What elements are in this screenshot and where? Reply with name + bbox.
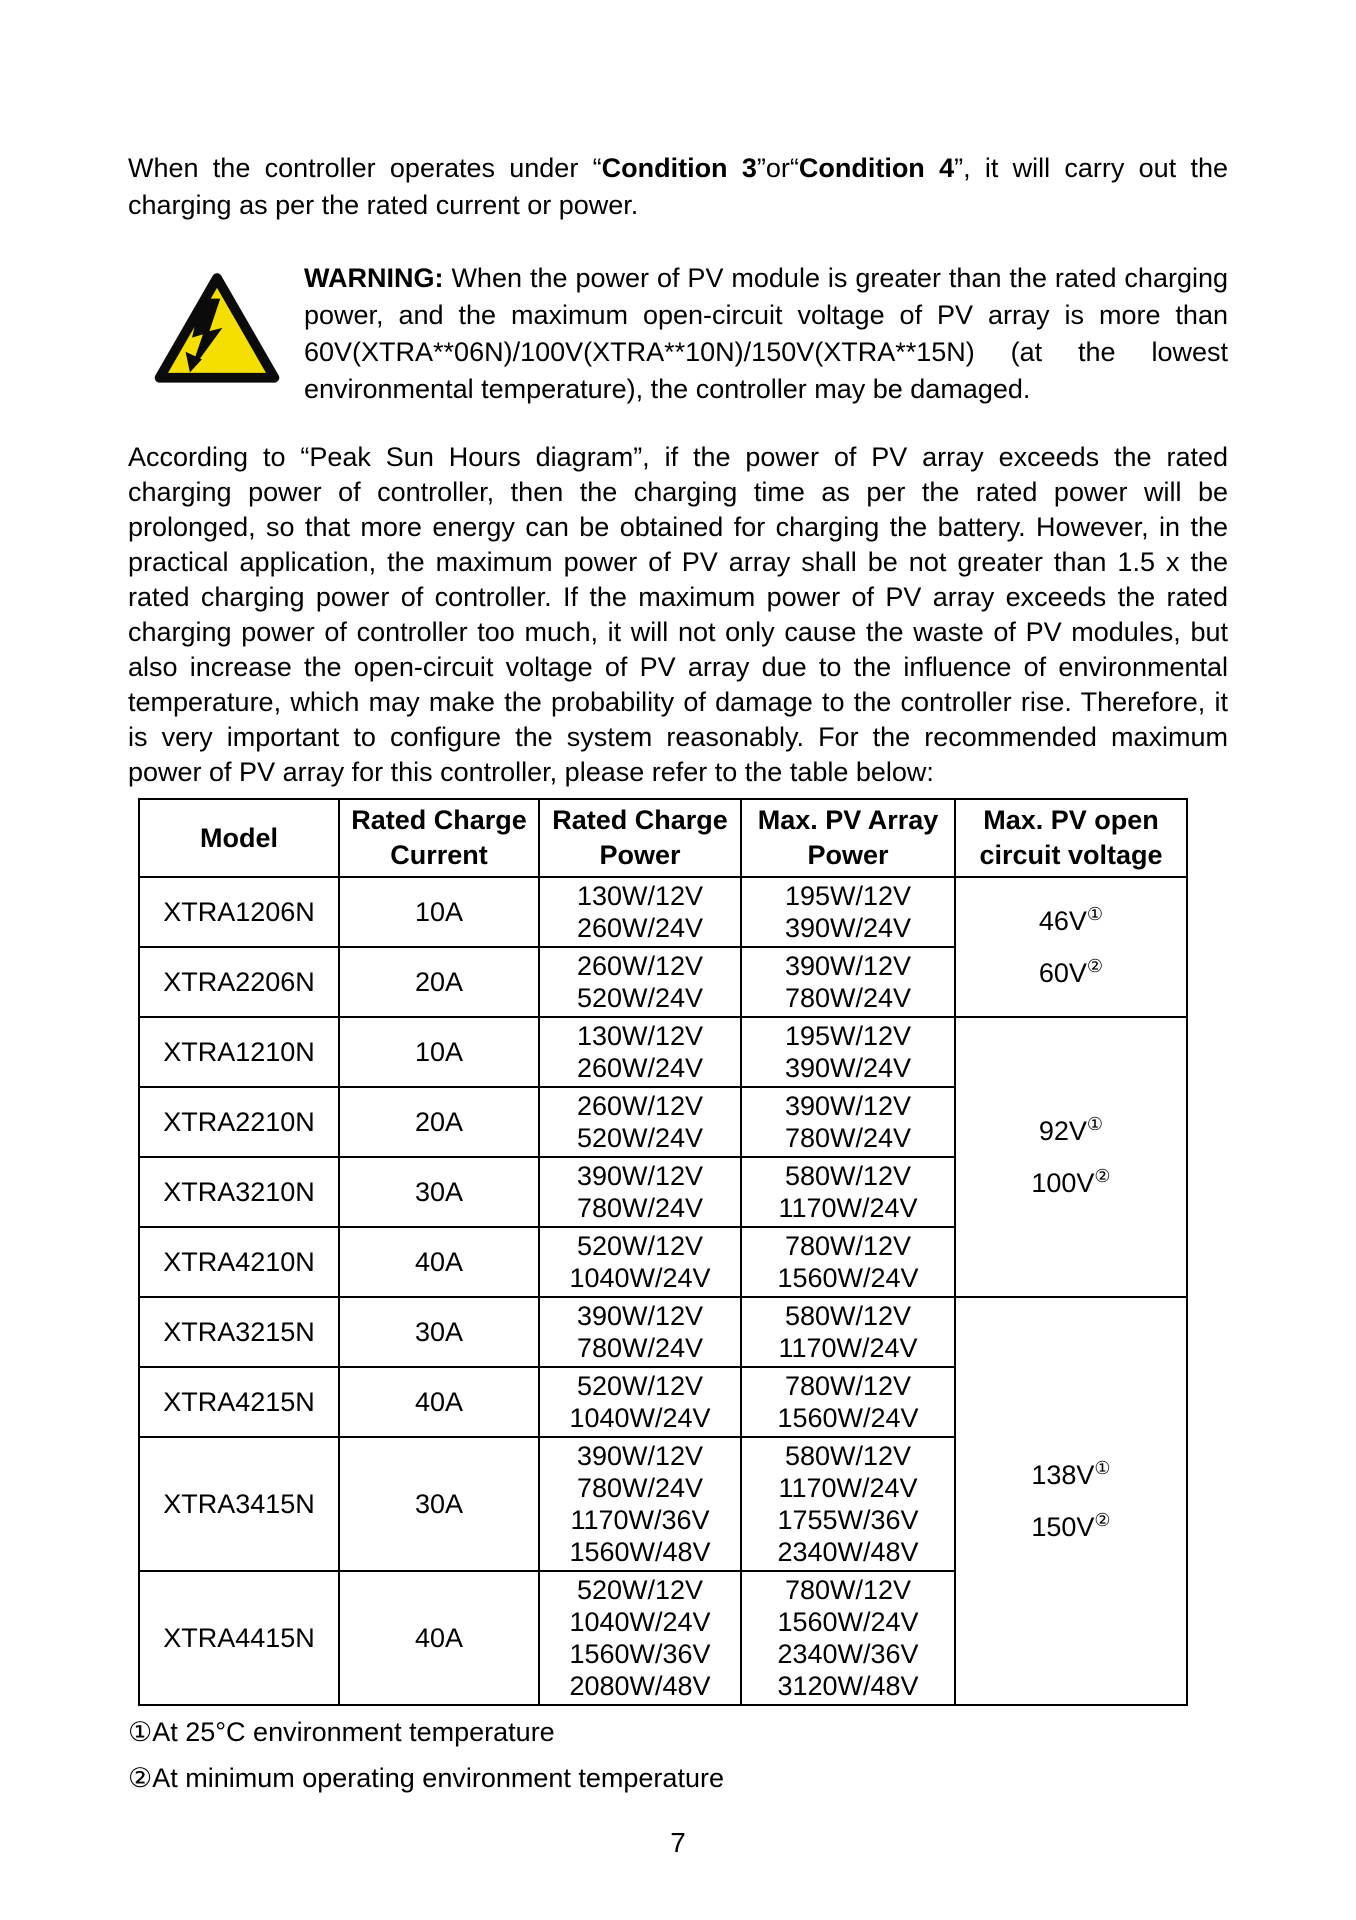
power-line: 1040W/24V bbox=[569, 1607, 711, 1637]
power-line: 1560W/24V bbox=[777, 1403, 919, 1433]
power-line: 2340W/48V bbox=[777, 1537, 919, 1567]
power-line: 1040W/24V bbox=[569, 1263, 711, 1293]
current-cell: 10A bbox=[339, 1017, 539, 1087]
power-line: 520W/24V bbox=[576, 983, 704, 1013]
pv-array-spec-table bbox=[138, 798, 1188, 1706]
power-line: 130W/12V bbox=[576, 881, 704, 911]
voltage-line: 60V② bbox=[1038, 956, 1104, 988]
voltage-line: 100V② bbox=[1031, 1166, 1111, 1198]
power-line: 390W/12V bbox=[576, 1161, 704, 1191]
current-cell: 40A bbox=[339, 1227, 539, 1297]
charge-power-cell bbox=[539, 877, 741, 947]
header-rated-charge-current: Rated Charge Current bbox=[339, 799, 539, 877]
power-line: 520W/12V bbox=[576, 1371, 704, 1401]
condition3-bold: Condition 3 bbox=[601, 153, 757, 183]
power-line: 780W/24V bbox=[576, 1473, 704, 1503]
footnote-ref-2: ② bbox=[1094, 1166, 1111, 1186]
power-line: 780W/12V bbox=[784, 1371, 912, 1401]
open-circuit-voltage-cell bbox=[955, 1017, 1187, 1297]
power-line: 2080W/48V bbox=[569, 1671, 711, 1701]
power-line: 390W/12V bbox=[576, 1301, 704, 1331]
footnote-ref-1: ① bbox=[1094, 1458, 1111, 1478]
current-cell: 40A bbox=[339, 1571, 539, 1705]
charge-power-cell bbox=[539, 1017, 741, 1087]
header-max-pv-array-power: Max. PV Array Power bbox=[741, 799, 955, 877]
power-line: 1560W/24V bbox=[777, 1263, 919, 1293]
power-line: 390W/12V bbox=[784, 1091, 912, 1121]
power-line: 1560W/36V bbox=[569, 1639, 711, 1669]
warning-label: WARNING: bbox=[304, 263, 444, 293]
power-line: 260W/24V bbox=[576, 913, 704, 943]
power-line: 780W/24V bbox=[576, 1193, 704, 1223]
charge-power-cell bbox=[539, 1087, 741, 1157]
power-line: 260W/12V bbox=[576, 1091, 704, 1121]
condition4-bold: Condition 4 bbox=[798, 153, 955, 183]
charge-power-cell bbox=[539, 1367, 741, 1437]
charge-power-cell bbox=[539, 1227, 741, 1297]
intro-text: ”, it will carry out the charging as per the rated current or power. bbox=[128, 153, 1228, 220]
footnote-ref-1: ① bbox=[1086, 904, 1104, 924]
max-pv-power-cell bbox=[741, 1017, 955, 1087]
power-line: 520W/12V bbox=[576, 1231, 704, 1261]
charge-power-cell bbox=[539, 1157, 741, 1227]
max-pv-power-cell bbox=[741, 1571, 955, 1705]
max-pv-power-cell bbox=[741, 1157, 955, 1227]
power-line: 1170W/24V bbox=[778, 1473, 918, 1503]
current-cell: 30A bbox=[339, 1157, 539, 1227]
max-pv-power-cell bbox=[741, 1367, 955, 1437]
header-max-pv-open-circuit-voltage: Max. PV open circuit voltage bbox=[955, 799, 1187, 877]
current-cell: 10A bbox=[339, 877, 539, 947]
max-pv-power-cell bbox=[741, 1297, 955, 1367]
model-cell: XTRA3415N bbox=[139, 1437, 339, 1571]
open-circuit-voltage-cell bbox=[955, 1297, 1187, 1705]
power-line: 1170W/24V bbox=[778, 1333, 918, 1363]
high-voltage-warning-icon bbox=[152, 270, 282, 388]
charge-power-cell bbox=[539, 1571, 741, 1705]
model-cell: XTRA4215N bbox=[139, 1367, 339, 1437]
current-cell: 20A bbox=[339, 1087, 539, 1157]
power-line: 2340W/36V bbox=[777, 1639, 919, 1669]
power-line: 260W/12V bbox=[576, 951, 704, 981]
power-line: 1040W/24V bbox=[569, 1403, 711, 1433]
power-line: 195W/12V bbox=[784, 1021, 912, 1051]
power-line: 1560W/48V bbox=[569, 1537, 711, 1567]
footnote-ref-1: ① bbox=[1086, 1114, 1104, 1134]
open-circuit-voltage-cell bbox=[955, 877, 1187, 1017]
warning-block bbox=[128, 260, 1228, 408]
power-line: 580W/12V bbox=[784, 1161, 912, 1191]
power-line: 130W/12V bbox=[576, 1021, 704, 1051]
model-cell: XTRA1210N bbox=[139, 1017, 339, 1087]
model-cell: XTRA2210N bbox=[139, 1087, 339, 1157]
power-line: 390W/12V bbox=[576, 1441, 704, 1471]
warning-text bbox=[304, 260, 1228, 408]
current-cell: 40A bbox=[339, 1367, 539, 1437]
model-cell: XTRA4415N bbox=[139, 1571, 339, 1705]
power-line: 1170W/24V bbox=[778, 1193, 918, 1223]
power-line: 780W/24V bbox=[784, 1123, 912, 1153]
footnote-1: ①At 25°C environment temperature bbox=[128, 1717, 555, 1747]
intro-text: When the controller operates under “ bbox=[128, 153, 602, 183]
power-line: 780W/24V bbox=[576, 1333, 704, 1363]
current-cell: 30A bbox=[339, 1437, 539, 1571]
power-line: 580W/12V bbox=[784, 1441, 912, 1471]
power-line: 780W/24V bbox=[784, 983, 912, 1013]
table-row bbox=[139, 1017, 1187, 1087]
power-line: 3120W/48V bbox=[777, 1671, 919, 1701]
power-line: 780W/12V bbox=[784, 1231, 912, 1261]
header-model: Model bbox=[139, 799, 339, 877]
power-line: 195W/12V bbox=[784, 881, 912, 911]
body-paragraph: According to “Peak Sun Hours diagram”, if the power of PV array exceeds the rated charging power of controller, then the charging time as per the rated power will be prolonged, so that more energy can be obtained for charging the battery. However, in the practical application, the maximum power of PV array shall be not greater than 1.5 x the rated charging power of controller. If the maximum power of PV array exceeds the rated charging power of controller too much, it will not only cause the waste of PV modules, but also increase the open-circuit voltage of PV array due to the influence of environmental temperature, which may make the probability of damage to the controller rise. Therefore, it is very important to configure the system reasonably. For the recommended maximum power of PV array for this controller, please refer to the table below: bbox=[128, 442, 1228, 787]
max-pv-power-cell bbox=[741, 947, 955, 1017]
intro-text: ”or“ bbox=[756, 153, 799, 183]
power-line: 390W/12V bbox=[784, 951, 912, 981]
table-header-row bbox=[139, 799, 1187, 877]
footnote-ref-2: ② bbox=[1094, 1510, 1111, 1530]
current-cell: 20A bbox=[339, 947, 539, 1017]
charge-power-cell bbox=[539, 1437, 741, 1571]
footnote-2: ②At minimum operating environment temperature bbox=[128, 1763, 724, 1793]
voltage-line: 150V② bbox=[1031, 1510, 1111, 1542]
power-line: 390W/24V bbox=[784, 1053, 912, 1083]
voltage-line: 92V① bbox=[1038, 1114, 1104, 1146]
voltage-line: 46V① bbox=[1038, 904, 1104, 936]
current-cell: 30A bbox=[339, 1297, 539, 1367]
intro-paragraph bbox=[128, 150, 1228, 224]
power-line: 520W/24V bbox=[576, 1123, 704, 1153]
max-pv-power-cell bbox=[741, 1227, 955, 1297]
max-pv-power-cell bbox=[741, 877, 955, 947]
warning-body: When the power of PV module is greater than the rated charging power, and the maximum open-circuit voltage of PV array is more than 60V(XTRA**06N)/100V(XTRA**10N)/150V(XTRA**15N) (at the lowest environmental temperature), the controller may be damaged. bbox=[304, 263, 1228, 404]
power-line: 1560W/24V bbox=[777, 1607, 919, 1637]
power-line: 260W/24V bbox=[576, 1053, 704, 1083]
voltage-line: 138V① bbox=[1031, 1458, 1111, 1490]
page-number: 7 bbox=[670, 1827, 686, 1858]
model-cell: XTRA4210N bbox=[139, 1227, 339, 1297]
max-pv-power-cell bbox=[741, 1437, 955, 1571]
model-cell: XTRA1206N bbox=[139, 877, 339, 947]
power-line: 580W/12V bbox=[784, 1301, 912, 1331]
power-line: 520W/12V bbox=[576, 1575, 704, 1605]
power-line: 1170W/36V bbox=[570, 1505, 710, 1535]
charge-power-cell bbox=[539, 1297, 741, 1367]
model-cell: XTRA3210N bbox=[139, 1157, 339, 1227]
model-cell: XTRA2206N bbox=[139, 947, 339, 1017]
footnote-ref-2: ② bbox=[1086, 956, 1104, 976]
table-row bbox=[139, 877, 1187, 947]
max-pv-power-cell bbox=[741, 1087, 955, 1157]
header-rated-charge-power: Rated Charge Power bbox=[539, 799, 741, 877]
charge-power-cell bbox=[539, 947, 741, 1017]
model-cell: XTRA3215N bbox=[139, 1297, 339, 1367]
power-line: 1755W/36V bbox=[777, 1505, 919, 1535]
power-line: 780W/12V bbox=[784, 1575, 912, 1605]
table-row bbox=[139, 1297, 1187, 1367]
power-line: 390W/24V bbox=[784, 913, 912, 943]
